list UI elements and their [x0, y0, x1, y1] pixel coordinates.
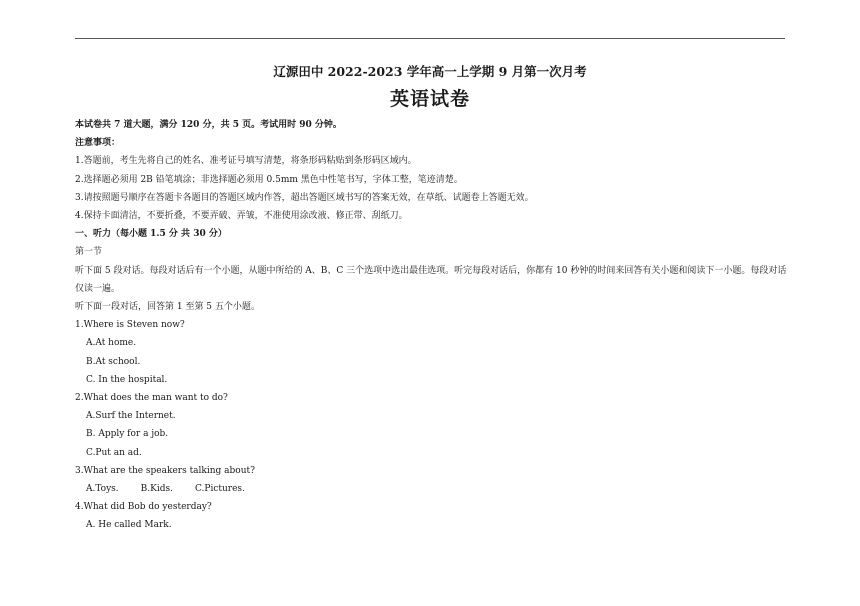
option: B.Kids. [140, 484, 173, 495]
note-item: 3.请按照题号顺序在答题卡各题目的答题区域内作答，超出答题区域书写的答案无效，在草纸、试题卷上答题无效。 [75, 192, 534, 203]
option: C.Put an ad. [86, 447, 142, 458]
option: B.At school. [86, 356, 141, 367]
question: 1.Where is Steven now? [75, 320, 185, 331]
exam-title: 辽源田中 2022-2023 学年高一上学期 9 月第一次月考 [273, 64, 587, 79]
note-item: 1.答题前，考生先将自己的姓名、准考证号填写清楚，将条形码粘贴到条形码区域内。 [75, 156, 417, 167]
exam-body [75, 116, 787, 535]
option: C. In the hospital. [86, 374, 168, 385]
header-rule [75, 38, 785, 39]
option: A. He called Mark. [86, 520, 172, 531]
dialogue-lead: 听下面一段对话，回答第 1 至第 5 五个小题。 [75, 302, 260, 313]
notes-heading: 注意事项： [75, 138, 121, 149]
option: B. Apply for a job. [86, 429, 169, 440]
question: 3.What are the speakers talking about? [75, 465, 255, 476]
part-label: 第一节 [75, 247, 103, 258]
exam-summary: 本试卷共 7 道大题，满分 120 分，共 5 页。考试用时 90 分钟。 [75, 120, 342, 130]
note-item: 2.选择题必须用 2B 铅笔填涂；非选择题必须用 0.5mm 黑色中性笔书写，字体工整，笔迹清楚。 [75, 174, 463, 185]
option: C.Pictures. [194, 484, 245, 495]
option: A.Surf the Internet. [86, 411, 176, 422]
section-instructions: 听下面 5 段对话。每段对话后有一个小题，从题中所给的 A、B、C 三个选项中选出最佳选项。听完每段对话后，你都有 10 秒钟的时间来回答有关小题和阅读下一小题。每段对话仅读一遍。 [75, 265, 787, 294]
exam-subject: 英语试卷 [389, 88, 470, 110]
section-heading: 一、听力（每小题 1.5 分 共 30 分） [75, 229, 227, 240]
option: A.Toys. [86, 484, 119, 495]
question: 4.What did Bob do yesterday? [75, 502, 212, 513]
option: A.At home. [86, 338, 137, 349]
option-row [75, 480, 787, 498]
question: 2.What does the man want to do? [75, 393, 228, 404]
note-item: 4.保持卡面清洁，不要折叠，不要弄破、弄皱，不准使用涂改液、修正带、刮纸刀。 [75, 211, 408, 222]
